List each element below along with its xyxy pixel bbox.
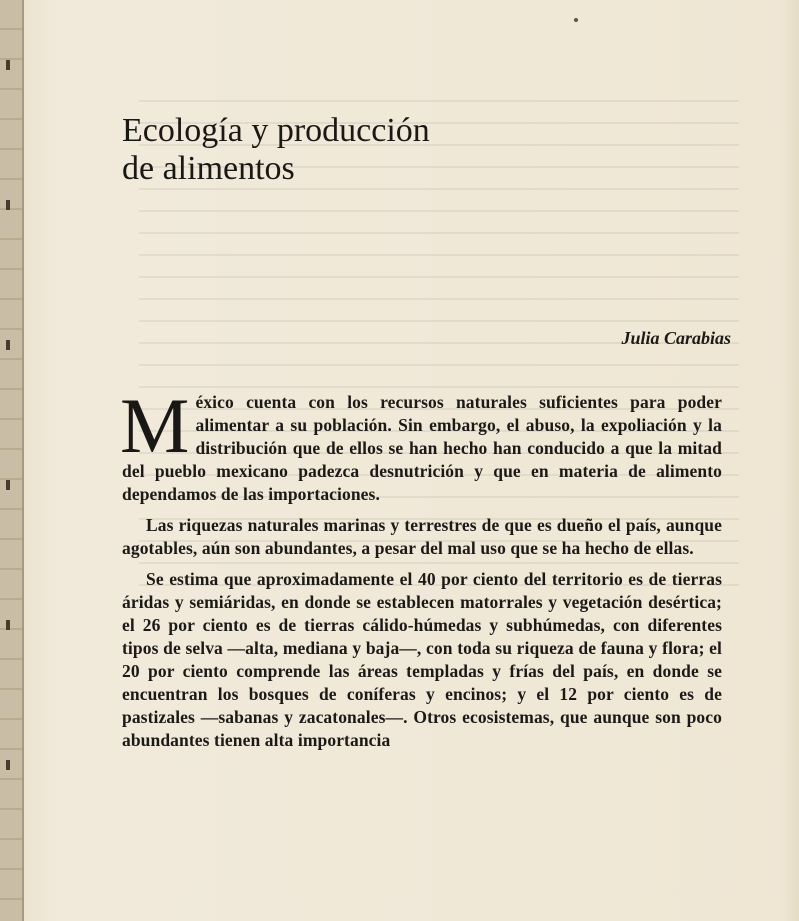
paragraph-1-text: éxico cuenta con los recursos naturales suficientes para poder alimentar a su población. Sin embargo, el abuso, la expoliación y la distribución que de ellos se han hecho han conducido a que la mitad del pueblo mexicano padezca desnutrición y que en materia de alimento dependamos de las importaciones. <box>122 392 722 504</box>
paragraph-2: Las riquezas naturales marinas y terrestres de que es dueño el país, aunque agotables, aún son abundantes, a pesar del mal uso que se ha hecho de ellas. <box>122 515 722 558</box>
title-line-1: Ecología y producción <box>122 112 430 149</box>
drop-cap: M <box>120 382 190 469</box>
article-author: Julia Carabias <box>621 328 731 348</box>
binding-stitch <box>6 760 10 770</box>
binding-stitch <box>6 60 10 70</box>
binding-stitch <box>6 340 10 350</box>
book-binding <box>0 0 24 921</box>
binding-stitch <box>6 620 10 630</box>
binding-stitch <box>6 480 10 490</box>
binding-stitch <box>6 200 10 210</box>
article-body <box>120 382 722 752</box>
paragraph-3: Se estima que aproximadamente el 40 por ciento del territorio es de tierras áridas y semiáridas, en donde se establecen matorrales y vegetación desértica; el 26 por ciento es de tierras cálido-húmedas y subhúmedas, con diferentes tipos de selva —alta, mediana y baja—, con toda su riqueza de fauna y flora; el 20 por ciento comprende las áreas templadas y frías del país, en donde se encuentran los bosques de coníferas y encinos; y el 12 por ciento es de pastizales —sabanas y zacatonales—. Otros ecosistemas, que aunque son poco abundantes tienen alta importancia <box>122 569 722 750</box>
title-line-2: de alimentos <box>122 150 295 187</box>
paragraph-1 <box>120 382 722 506</box>
paper-speck <box>574 18 578 22</box>
article-title <box>122 112 642 188</box>
